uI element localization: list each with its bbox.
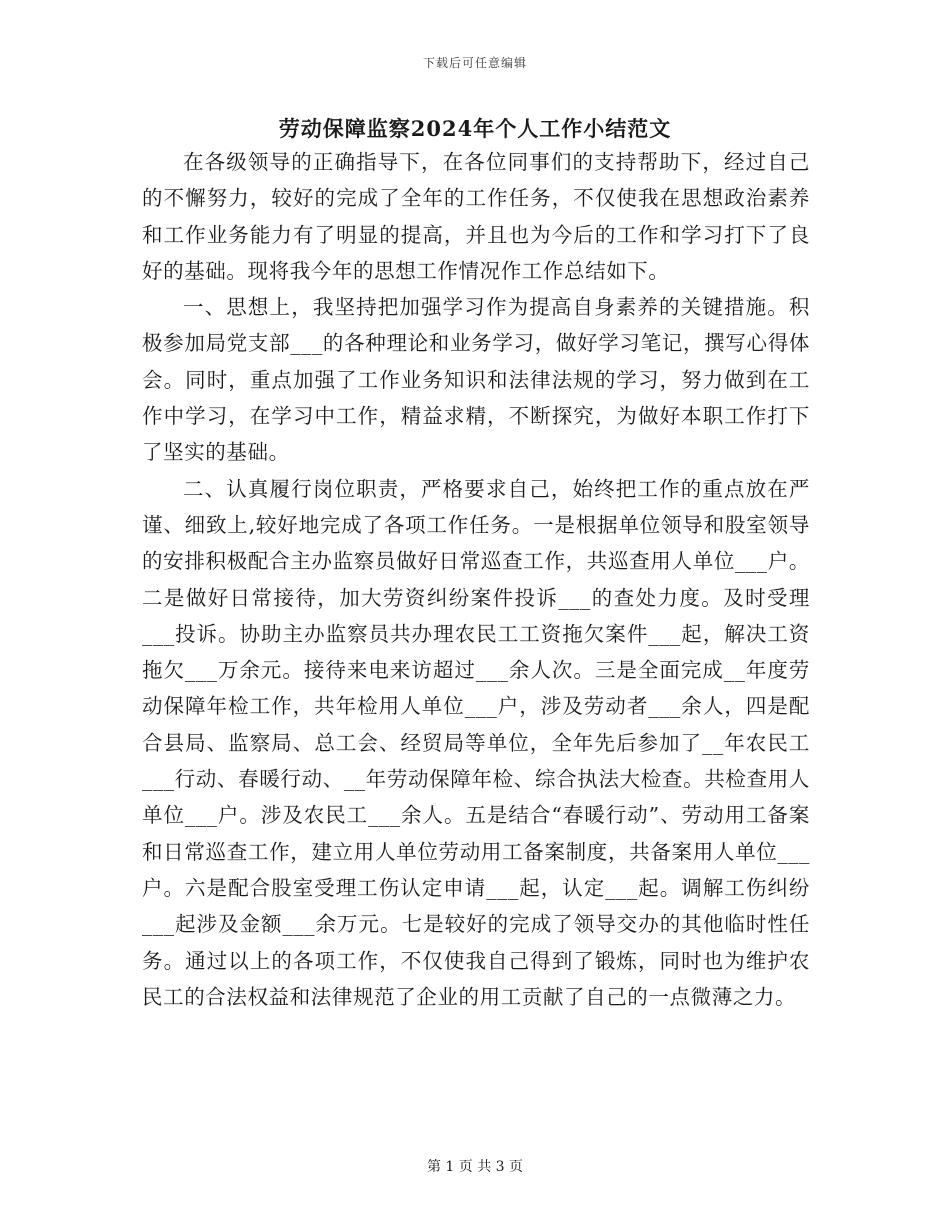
document-title: 劳动保障监察2024年个人工作小结范文 — [278, 116, 672, 141]
paragraph-intro: 在各级领导的正确指导下，在各位同事们的支持帮助下，经过自己的不懈努力，较好的完成了全年的工作任务，不仅使我在思想政治素养和工作业务能力有了明显的提高，并且也为今后的工作和学习打下了良好的基础。现将我今年的思想工作情况作工作总结如下。 — [142, 150, 810, 283]
page-number: 第 1 页 共 3 页 — [426, 1159, 524, 1175]
paragraph-duties: 二、认真履行岗位职责，严格要求自己，始终把工作的重点放在严谨、细致上,较好地完成了各项工作任务。一是根据单位领导和股室领导的安排积极配合主办监察员做好日常巡查工作，共巡查用人单位___户。二是做好日常接待，加大劳资纠纷案件投诉___的查处力度。及时受理___投诉。协助主办监察员共办理农民工工资拖欠案件___起，解决工资拖欠___万余元。接待来电来访超过___余人次。三是全面完成__年度劳动保障年检工作，共年检用人单位___户，涉及劳动者___余人，四是配合县局、监察局、总工会、经贸局等单位，全年先后参加了__年农民工___行动、春暖行动、__年劳动保障年检、综合执法大检查。共检查用人单位___户。涉及农民工___余人。五是结合“春暖行动”、劳动用工备案和日常巡查工作，建立用人单位劳动用工备案制度，共备案用人单位___户。六是配合股室受理工伤认定申请___起，认定___起。调解工伤纠纷___起涉及金额___余万元。七是较好的完成了领导交办的其他临时性任务。通过以上的各项工作，不仅使我自己得到了锻炼，同时也为维护农民工的合法权益和法律规范了企业的用工贡献了自己的一点微薄之力。 — [142, 476, 810, 1009]
paragraph-thought: 一、思想上，我坚持把加强学习作为提高自身素养的关键措施。积极参加局党支部___的各种理论和业务学习，做好学习笔记，撰写心得体会。同时，重点加强了工作业务知识和法律法规的学习，努力做到在工作中学习，在学习中工作，精益求精，不断探究，为做好本职工作打下了坚实的基础。 — [142, 295, 810, 465]
header-note: 下载后可任意编辑 — [422, 56, 527, 70]
document-body — [142, 144, 810, 1015]
